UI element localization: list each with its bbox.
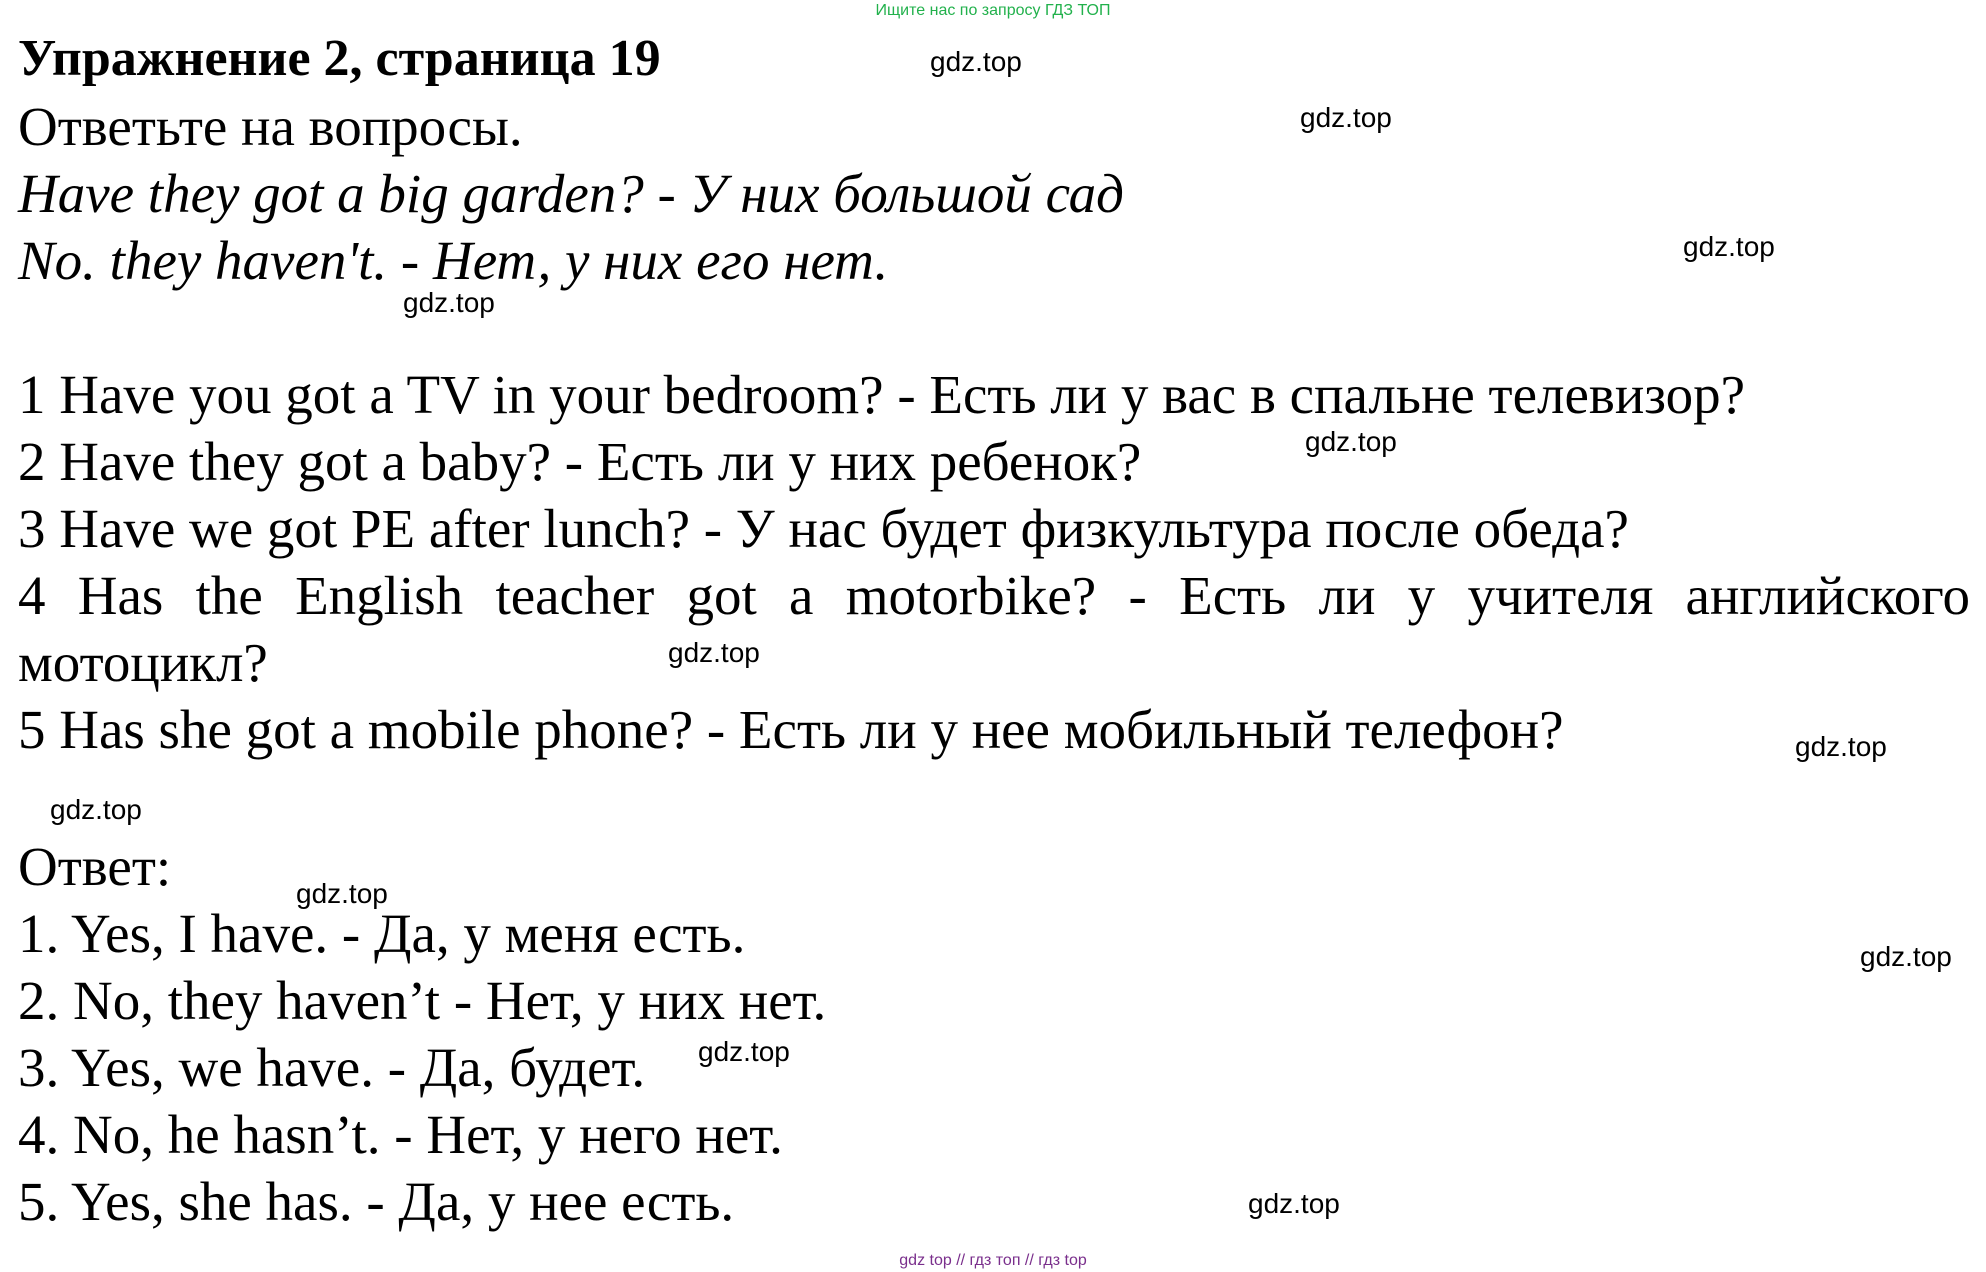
exercise-title: Упражнение 2, страница 19	[18, 30, 661, 87]
watermark: gdz.top	[1683, 231, 1775, 262]
answer-4: 4. No, he hasn’t. - Нет, у него нет.	[18, 1104, 783, 1165]
question-5: 5 Has she got a mobile phone? - Есть ли у нее мобильный телефон?	[18, 699, 1564, 760]
question-4: 4 Has the English teacher got a motorbike? - Есть ли у учителя английского	[18, 565, 1970, 626]
bottom-banner: gdz top // гдз топ // гдз top	[899, 1252, 1087, 1269]
question-1: 1 Have you got a TV in your bedroom? - Есть ли у вас в спальне телевизор?	[18, 364, 1746, 425]
answer-3: 3. Yes, we have. - Да, будет.	[18, 1037, 646, 1098]
answer-2: 2. No, they haven’t - Нет, у них нет.	[18, 970, 827, 1031]
question-4-continuation: мотоцикл?	[18, 632, 268, 693]
watermark: gdz.top	[50, 794, 142, 825]
top-banner: Ищите нас по запросу ГДЗ ТОП	[875, 2, 1111, 19]
watermark: gdz.top	[1305, 426, 1397, 457]
example-question: Have they got a big garden? - У них большой сад	[18, 163, 1124, 224]
example-answer: No. they haven't. - Нет, у них его нет.	[18, 230, 889, 291]
instruction-text: Ответьте на вопросы.	[18, 96, 523, 157]
watermark: gdz.top	[1248, 1188, 1340, 1219]
watermark: gdz.top	[296, 878, 388, 909]
question-2: 2 Have they got a baby? - Есть ли у них ребенок?	[18, 431, 1142, 492]
watermark: gdz.top	[930, 46, 1022, 77]
answer-5: 5. Yes, she has. - Да, у нее есть.	[18, 1171, 735, 1232]
answer-heading: Ответ:	[18, 836, 172, 897]
watermark: gdz.top	[698, 1036, 790, 1067]
watermark: gdz.top	[1795, 731, 1887, 762]
watermark: gdz.top	[1860, 941, 1952, 972]
watermark: gdz.top	[668, 637, 760, 668]
question-3: 3 Have we got PE after lunch? - У нас будет физкультура после обеда?	[18, 498, 1629, 559]
watermark: gdz.top	[1300, 102, 1392, 133]
watermark: gdz.top	[403, 287, 495, 318]
answer-1: 1. Yes, I have. - Да, у меня есть.	[18, 903, 746, 964]
